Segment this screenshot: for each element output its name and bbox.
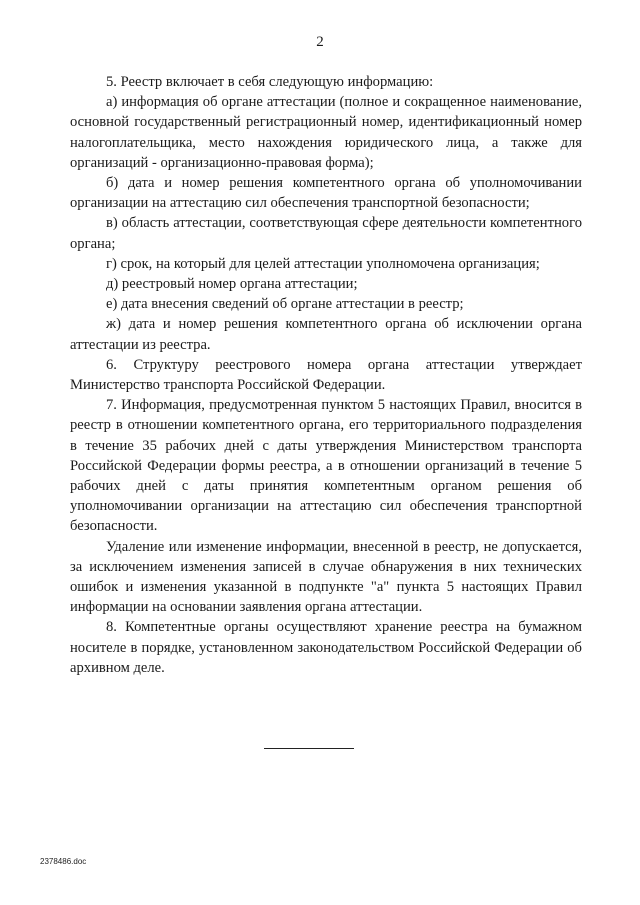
paragraph-5g: г) срок, на который для целей аттестации уполномочена организация;	[106, 255, 540, 272]
page-number: 2	[316, 34, 324, 50]
paragraph-8: 8. Компетентные органы осуществляют хранение реестра на бумажном носителе в порядке, установленном законодательством Российской Федерации об архивном деле.	[70, 619, 582, 676]
paragraph-7: 7. Информация, предусмотренная пунктом 5 настоящих Правил, вносится в реестр в отношении компетентного органа, его территориального подразделения в течение 35 рабочих дней с даты утверждения Министерством транспорта Российской Федерации формы реестра, а в отношении организаций в течение 5 рабочих дней с даты принятия компетентным органом решения об уполномочивании организации на аттестацию сил обеспечения транспортной безопасности.	[70, 397, 582, 535]
document-body	[70, 72, 582, 678]
paragraph-5zh: ж) дата и номер решения компетентного органа об исключении органа аттестации из реестра.	[70, 316, 582, 353]
paragraph-5e: е) дата внесения сведений об органе аттестации в реестр;	[106, 296, 464, 313]
paragraph-5b: б) дата и номер решения компетентного органа об уполномочивании организации на аттестацию сил обеспечения транспортной безопасности;	[70, 175, 582, 212]
paragraph-6: 6. Структуру реестрового номера органа аттестации утверждает Министерство транспорта Российской Федерации.	[70, 356, 582, 394]
paragraph-5v: в) область аттестации, соответствующая сфере деятельности компетентного органа;	[70, 215, 582, 252]
paragraph-5d: д) реестровый номер органа аттестации;	[106, 276, 358, 293]
paragraph-5a: а) информация об органе аттестации (полное и сокращенное наименование, основной государственный регистрационный номер, идентификационный номер налогоплательщика, место нахождения юридического лица, а также для организаций - организационно-правовая форма);	[70, 94, 582, 171]
footer-filename: 2378486.doc	[40, 857, 87, 866]
paragraph-7-removal: Удаление или изменение информации, внесенной в реестр, не допускается, за исключением изменения записей в случае обнаружения в них технических ошибок и изменения указанной в подпункте "а" пункта 5 настоящих Правил информации на основании заявления органа аттестации.	[70, 538, 582, 616]
paragraph-5-intro: 5. Реестр включает в себя следующую информацию:	[106, 74, 434, 90]
end-divider	[264, 748, 354, 749]
